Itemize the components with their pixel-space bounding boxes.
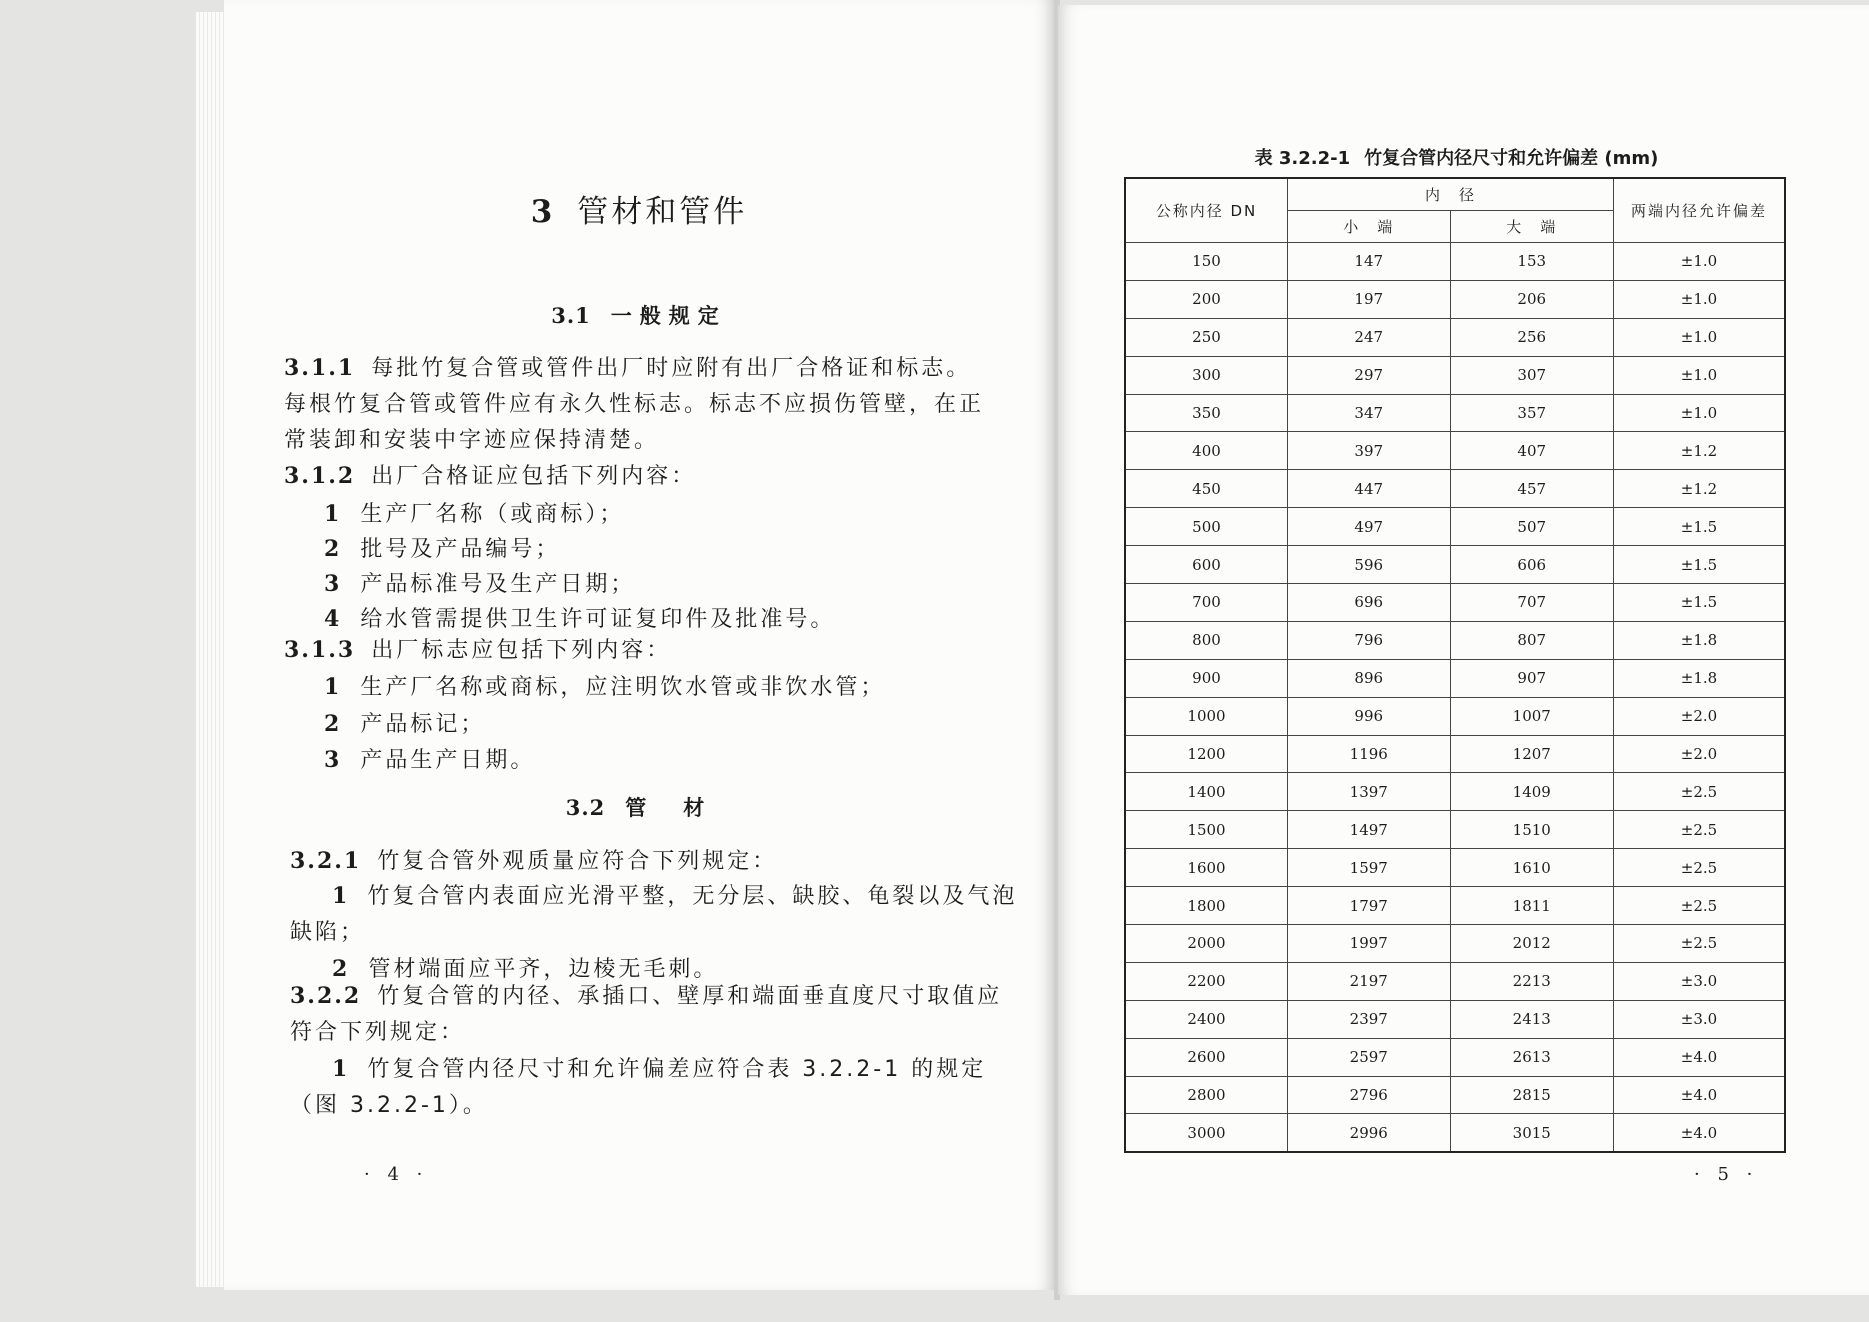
cell-tolerance: ±4.0 (1614, 1114, 1786, 1152)
cell-small-end: 2197 (1288, 962, 1451, 1000)
cell-small-end: 1797 (1288, 887, 1451, 925)
list-item (324, 670, 885, 701)
cell-small-end: 696 (1288, 584, 1451, 622)
item-text: 缺陷； (290, 920, 366, 945)
cell-large-end: 1409 (1450, 773, 1614, 811)
table-row (1125, 508, 1785, 546)
cell-tolerance: ±3.0 (1614, 962, 1786, 1000)
cell-tolerance: ±1.2 (1614, 432, 1786, 470)
item-number: 2 (324, 536, 343, 562)
cell-tolerance: ±2.5 (1614, 849, 1786, 887)
table-row (1125, 356, 1785, 394)
cell-dn: 1500 (1125, 811, 1288, 849)
item-text: 批号及产品编号； (360, 537, 561, 562)
table-row (1125, 659, 1785, 697)
section-heading-3-1 (224, 300, 1054, 330)
cell-dn: 800 (1125, 621, 1288, 659)
item-text: 生产厂名称或商标，应注明饮水管或非饮水管； (360, 675, 886, 700)
cell-dn: 350 (1125, 394, 1288, 432)
cell-tolerance: ±1.5 (1614, 546, 1786, 584)
table-row (1125, 584, 1785, 622)
cell-dn: 250 (1125, 318, 1288, 356)
item-text: （图 3.2.2-1）。 (290, 1093, 488, 1118)
header-tolerance: 两端内径允许偏差 (1614, 178, 1786, 243)
dimension-table (1124, 177, 1786, 1153)
table-title: 竹复合管内径尺寸和允许偏差 (mm) (1364, 148, 1659, 169)
cell-large-end: 357 (1450, 394, 1614, 432)
cell-dn: 1800 (1125, 887, 1288, 925)
cell-dn: 600 (1125, 546, 1288, 584)
item-number: 1 (324, 501, 343, 527)
cell-tolerance: ±2.5 (1614, 887, 1786, 925)
cell-dn: 1600 (1125, 849, 1288, 887)
cell-dn: 900 (1125, 659, 1288, 697)
cell-small-end: 2796 (1288, 1076, 1451, 1114)
section-title: 一般规定 (610, 304, 727, 328)
cell-small-end: 1597 (1288, 849, 1451, 887)
cell-tolerance: ±1.0 (1614, 394, 1786, 432)
item-number: 4 (324, 606, 343, 632)
cell-tolerance: ±1.0 (1614, 318, 1786, 356)
item-number: 3 (324, 747, 343, 773)
table-row (1125, 470, 1785, 508)
cell-large-end: 907 (1450, 659, 1614, 697)
table-row (1125, 849, 1785, 887)
list-item (324, 567, 635, 598)
clause-text: 出厂标志应包括下列内容： (371, 638, 672, 663)
cell-dn: 1200 (1125, 735, 1288, 773)
table-row (1125, 280, 1785, 318)
cell-small-end: 497 (1288, 508, 1451, 546)
cell-dn: 2000 (1125, 925, 1288, 963)
table-row (1125, 811, 1785, 849)
clause-3-1-1 (284, 350, 1044, 459)
cell-large-end: 807 (1450, 621, 1614, 659)
table-row (1125, 697, 1785, 735)
cell-tolerance: ±1.5 (1614, 508, 1786, 546)
list-item (324, 707, 485, 738)
cell-large-end: 507 (1450, 508, 1614, 546)
right-page (1058, 5, 1869, 1295)
cell-small-end: 147 (1288, 243, 1451, 281)
cell-tolerance: ±2.5 (1614, 773, 1786, 811)
cell-tolerance: ±2.0 (1614, 735, 1786, 773)
item-number: 3 (324, 571, 343, 597)
page-number: · 5 · (1694, 1164, 1759, 1185)
clause-3-2-2 (290, 978, 1060, 1124)
table-row (1125, 621, 1785, 659)
cell-dn: 2600 (1125, 1038, 1288, 1076)
clause-text: 常装卸和安装中字迹应保持清楚。 (284, 428, 660, 453)
table-row (1125, 394, 1785, 432)
cell-small-end: 297 (1288, 356, 1451, 394)
cell-tolerance: ±1.0 (1614, 243, 1786, 281)
list-item (324, 743, 535, 774)
clause-3-2-1 (290, 843, 1050, 880)
list-item (324, 602, 835, 633)
cell-dn: 400 (1125, 432, 1288, 470)
cell-large-end: 307 (1450, 356, 1614, 394)
cell-tolerance: ±2.0 (1614, 697, 1786, 735)
clause-3-1-2 (284, 458, 1044, 495)
header-small-end: 小 端 (1288, 211, 1451, 243)
item-text: 竹复合管内表面应光滑平整，无分层、缺胶、龟裂以及气泡 (367, 884, 1018, 909)
table-row (1125, 546, 1785, 584)
cell-large-end: 206 (1450, 280, 1614, 318)
cell-small-end: 447 (1288, 470, 1451, 508)
cell-tolerance: ±2.5 (1614, 925, 1786, 963)
cell-tolerance: ±3.0 (1614, 1000, 1786, 1038)
cell-large-end: 2213 (1450, 962, 1614, 1000)
cell-dn: 300 (1125, 356, 1288, 394)
cell-large-end: 2012 (1450, 925, 1614, 963)
table-number: 表 3.2.2-1 (1254, 148, 1351, 169)
table-row (1125, 962, 1785, 1000)
cell-dn: 150 (1125, 243, 1288, 281)
table-row (1125, 243, 1785, 281)
cell-dn: 500 (1125, 508, 1288, 546)
clause-number: 3.2.2 (290, 983, 362, 1009)
cell-tolerance: ±1.2 (1614, 470, 1786, 508)
cell-dn: 2200 (1125, 962, 1288, 1000)
clause-text: 竹复合管外观质量应符合下列规定： (377, 849, 778, 874)
table-row (1125, 1000, 1785, 1038)
cell-small-end: 1997 (1288, 925, 1451, 963)
clause-number: 3.1.1 (284, 355, 356, 381)
item-text: 生产厂名称（或商标）； (360, 502, 625, 527)
table-row (1125, 735, 1785, 773)
item-text: 管材端面应平齐，边棱无毛刺。 (368, 957, 719, 982)
clause-text: 每批竹复合管或管件出厂时应附有出厂合格证和标志。 (371, 356, 972, 381)
cell-large-end: 2613 (1450, 1038, 1614, 1076)
cell-dn: 3000 (1125, 1114, 1288, 1152)
item-text: 竹复合管内径尺寸和允许偏差应符合表 3.2.2-1 的规定 (367, 1057, 987, 1082)
cell-small-end: 2397 (1288, 1000, 1451, 1038)
list-item (324, 532, 560, 563)
header-large-end: 大 端 (1450, 211, 1614, 243)
table-caption (1058, 144, 1869, 170)
section-number: 3.1 (551, 303, 591, 328)
clause-text: 出厂合格证应包括下列内容： (371, 464, 697, 489)
cell-small-end: 247 (1288, 318, 1451, 356)
cell-large-end: 1811 (1450, 887, 1614, 925)
chapter-title (224, 186, 1054, 231)
clause-text: 每根竹复合管或管件应有永久性标志。标志不应损伤管壁，在正 (284, 392, 985, 417)
cell-small-end: 2996 (1288, 1114, 1451, 1152)
table-row (1125, 1114, 1785, 1152)
cell-large-end: 1610 (1450, 849, 1614, 887)
cell-small-end: 347 (1288, 394, 1451, 432)
cell-large-end: 707 (1450, 584, 1614, 622)
clause-number: 3.2.1 (290, 848, 362, 874)
table-row (1125, 773, 1785, 811)
left-page (224, 0, 1054, 1290)
item-text: 产品生产日期。 (360, 748, 536, 773)
table-body (1125, 243, 1785, 1153)
clause-3-2-1-item-1 (290, 878, 1060, 951)
cell-dn: 450 (1125, 470, 1288, 508)
cell-small-end: 2597 (1288, 1038, 1451, 1076)
cell-small-end: 596 (1288, 546, 1451, 584)
item-number: 1 (332, 883, 350, 909)
cell-tolerance: ±2.5 (1614, 811, 1786, 849)
cell-large-end: 457 (1450, 470, 1614, 508)
cell-tolerance: ±1.8 (1614, 621, 1786, 659)
item-text: 产品标记； (360, 712, 486, 737)
page-edges (196, 12, 226, 1287)
cell-small-end: 996 (1288, 697, 1451, 735)
cell-dn: 2800 (1125, 1076, 1288, 1114)
table-row (1125, 432, 1785, 470)
section-heading-3-2 (224, 792, 1054, 822)
cell-small-end: 397 (1288, 432, 1451, 470)
cell-tolerance: ±1.5 (1614, 584, 1786, 622)
cell-dn: 1400 (1125, 773, 1288, 811)
clause-3-1-3 (284, 632, 1044, 669)
table-row (1125, 887, 1785, 925)
table-row (1125, 925, 1785, 963)
chapter-number: 3 (530, 194, 556, 230)
cell-large-end: 1207 (1450, 735, 1614, 773)
chapter-title-text: 管材和管件 (577, 194, 748, 230)
item-text: 给水管需提供卫生许可证复印件及批准号。 (360, 607, 836, 632)
cell-tolerance: ±1.0 (1614, 280, 1786, 318)
cell-dn: 200 (1125, 280, 1288, 318)
cell-tolerance: ±1.0 (1614, 356, 1786, 394)
item-text: 产品标准号及生产日期； (360, 572, 636, 597)
cell-dn: 1000 (1125, 697, 1288, 735)
cell-large-end: 606 (1450, 546, 1614, 584)
cell-large-end: 1510 (1450, 811, 1614, 849)
item-number: 2 (332, 956, 351, 982)
cell-tolerance: ±1.8 (1614, 659, 1786, 697)
item-number: 2 (324, 711, 343, 737)
table-row (1125, 1038, 1785, 1076)
cell-dn: 2400 (1125, 1000, 1288, 1038)
section-title: 管 材 (625, 796, 713, 820)
cell-tolerance: ±4.0 (1614, 1038, 1786, 1076)
clause-text: 符合下列规定： (290, 1020, 466, 1045)
clause-number: 3.1.3 (284, 637, 356, 663)
item-number: 1 (324, 674, 343, 700)
cell-large-end: 1007 (1450, 697, 1614, 735)
header-inner-diameter: 内 径 (1288, 178, 1614, 211)
header-dn: 公称内径 DN (1125, 178, 1288, 243)
cell-small-end: 896 (1288, 659, 1451, 697)
cell-small-end: 1196 (1288, 735, 1451, 773)
cell-small-end: 1397 (1288, 773, 1451, 811)
cell-small-end: 796 (1288, 621, 1451, 659)
cell-dn: 700 (1125, 584, 1288, 622)
page-number: · 4 · (364, 1164, 429, 1185)
cell-tolerance: ±4.0 (1614, 1076, 1786, 1114)
cell-large-end: 153 (1450, 243, 1614, 281)
table-row (1125, 318, 1785, 356)
clause-text: 竹复合管的内径、承插口、壁厚和端面垂直度尺寸取值应 (377, 984, 1003, 1009)
cell-small-end: 1497 (1288, 811, 1451, 849)
cell-large-end: 2413 (1450, 1000, 1614, 1038)
table-row (1125, 1076, 1785, 1114)
item-number: 1 (332, 1056, 350, 1082)
cell-large-end: 3015 (1450, 1114, 1614, 1152)
clause-number: 3.1.2 (284, 463, 356, 489)
cell-large-end: 2815 (1450, 1076, 1614, 1114)
cell-large-end: 407 (1450, 432, 1614, 470)
cell-large-end: 256 (1450, 318, 1614, 356)
section-number: 3.2 (565, 795, 606, 820)
cell-small-end: 197 (1288, 280, 1451, 318)
list-item (324, 497, 624, 528)
